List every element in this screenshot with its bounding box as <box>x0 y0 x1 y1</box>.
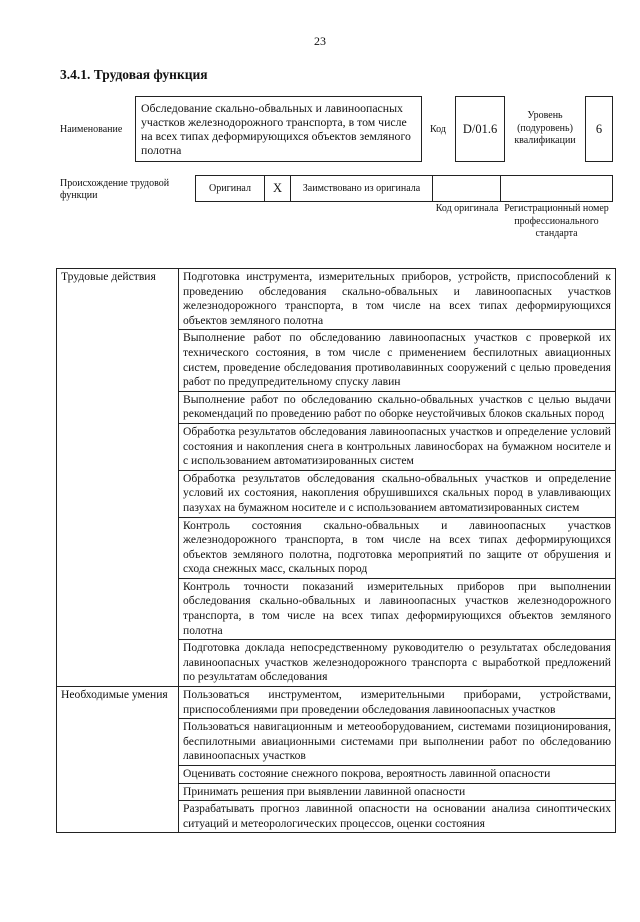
labor-action-item: Выполнение работ по обследованию скально-обвальных участков с целью выдачи рекомендаций по проведению работ по оборке неустойчивых блоков скальных пород <box>179 391 616 423</box>
skill-item: Пользоваться навигационным и метеооборудованием, системами позиционирования, беспилотными авиационными системами при выполнении работ по обследованию лавиноопасных участков <box>179 719 616 766</box>
name-label: Наименование <box>60 124 123 135</box>
page-number: 23 <box>314 34 326 48</box>
origin-label: Происхождение трудовой функции <box>60 178 170 201</box>
labor-actions-label: Трудовые действия <box>57 269 179 687</box>
code-original-cell <box>432 175 501 202</box>
reg-number-cell <box>500 175 613 202</box>
labor-action-item: Обработка результатов обследования скально-обвальных участков и определение условий их состояния, накопления обрушившихся скальных пород в улавливающих пазухах на бумажном носителе и с использованием автоматизированных систем <box>179 470 616 517</box>
function-name-box: Обследование скально-обвальных и лавиноопасных участков железнодорожного транспорта, в том числе на всех типах деформирующихся объектов земляного полотна <box>135 96 422 162</box>
skill-item: Разрабатывать прогноз лавинной опасности на основании анализа синоптических ситуаций и метеорологических процессов, оценки состояния <box>179 801 616 833</box>
level-value-box: 6 <box>585 96 613 162</box>
origin-row <box>195 175 613 202</box>
original-mark-cell: X <box>264 175 291 202</box>
skills-label: Необходимые умения <box>57 687 179 833</box>
level-label: Уровень (подуровень) квалификации <box>514 110 576 146</box>
section-title: 3.4.1. Трудовая функция <box>60 67 208 82</box>
labor-action-item: Контроль состояния скально-обвальных и лавиноопасных участков железнодорожного транспорта, в том числе на всех типах деформирующихся объектов земляного полотна, подготовка мероприятий по защите от обрушения и схода снежных масс, скальных пород <box>179 517 616 578</box>
table-row <box>57 687 616 719</box>
table-row <box>57 269 616 330</box>
code-value-box: D/01.6 <box>455 96 505 162</box>
labor-action-item: Подготовка инструмента, измерительных приборов, устройств, приспособлений к проведению обследования скально-обвальных и лавиноопасных участков железнодорожного транспорта, в том числе на всех типах деформирующихся объектов земляного полотна <box>179 269 616 330</box>
function-table <box>56 268 616 833</box>
skill-item: Пользоваться инструментом, измерительными приборами, устройствами, приспособлениями при проведении обследования лавиноопасных участков <box>179 687 616 719</box>
original-label-cell: Оригинал <box>195 175 265 202</box>
skill-item: Принимать решения при выявлении лавинной опасности <box>179 783 616 801</box>
labor-action-item: Подготовка доклада непосредственному руководителю о результатах обследования лавиноопасных участков железнодорожного транспорта с выработкой предложений по результатам обследования <box>179 640 616 687</box>
skill-item: Оценивать состояние снежного покрова, вероятность лавинной опасности <box>179 766 616 784</box>
borrowed-label-cell: Заимствовано из оригинала <box>290 175 433 202</box>
labor-action-item: Обработка результатов обследования лавиноопасных участков и определение условий состояния и накопления снега в контрольных лавиносборах на бумажном носителе и с использованием автоматизированных систем <box>179 423 616 470</box>
reg-number-label: Регистрационный номер профессионального стандарта <box>504 203 609 239</box>
code-original-label: Код оригинала <box>435 203 499 214</box>
code-label: Код <box>430 124 446 135</box>
labor-action-item: Контроль точности показаний измерительных приборов при выполнении обследования скально-обвальных и лавиноопасных участков железнодорожного транспорта, в том числе на всех типах деформирующихся объектов земляного полотна <box>179 578 616 639</box>
labor-action-item: Выполнение работ по обследованию лавиноопасных участков с проверкой их технического состояния, в том числе с применением беспилотных авиационных систем, проведение обследования противолавинных сооружений с целью проведения работ по предупредительному спуску лавин <box>179 330 616 391</box>
